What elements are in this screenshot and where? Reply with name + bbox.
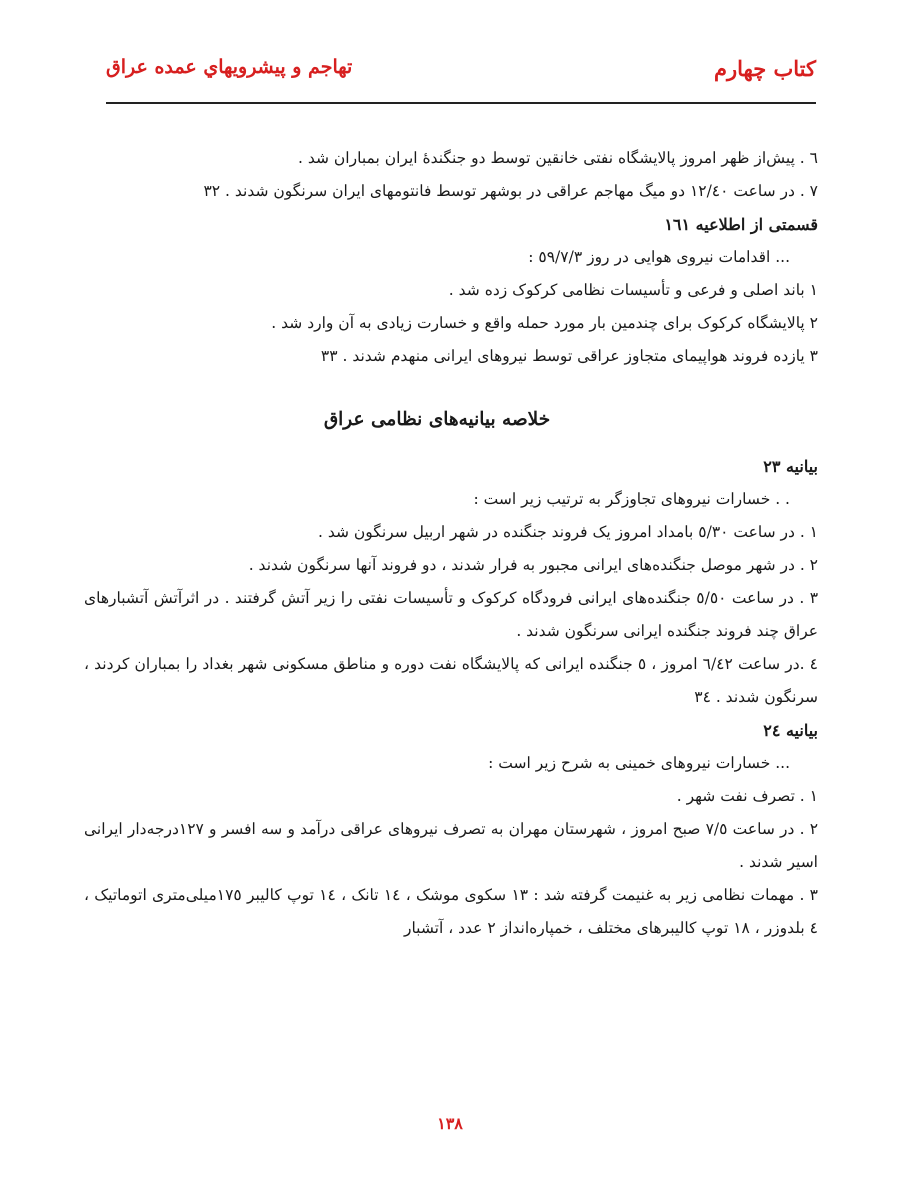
- text-line: ١ باند اصلی و فرعی و تأسیسات نظامی کرکوک زده شد .: [448, 281, 818, 299]
- section-title: خلاصه بیانیه‌های نظامی عراق: [323, 409, 551, 430]
- subheading: بیانیه ٢٣: [763, 457, 818, 476]
- chapter-title: تهاجم و پيشرويهاي عمده عراق: [106, 56, 353, 78]
- text-line: ... اقدامات نیروی هوایی در روز ٥٩/٧/٣ :: [528, 248, 790, 266]
- subheading: قسمتی از اطلاعیه ١٦١: [664, 215, 818, 234]
- page-content: [84, 142, 818, 945]
- text-line: ٣ یازده فروند هواپیمای متجاوز عراقی توسط نیروهای ایرانی منهدم شدند . ٣٣: [320, 347, 818, 365]
- paragraph: ٢ . در ساعت ٧/٥ صبح امروز ، شهرستان مهران به تصرف نیروهای عراقی درآمد و سه افسر و ١٢٧درجه‌دار ایرانی اسیر شدند .: [84, 820, 819, 871]
- paragraph: ٤ .در ساعت ٦/٤٢ امروز ، ٥ جنگنده ایرانی که پالایشگاه نفت دوره و مناطق مسکونی شهر بغداد را بمباران کردند ، سرنگون شدند . ٣٤: [84, 655, 818, 706]
- text-line: ٢ پالایشگاه کرکوک برای چندمین بار مورد حمله واقع و خسارت زیادی به آن وارد شد .: [271, 314, 818, 332]
- text-line: ٦ . پیش‌از ظهر امروز پالایشگاه نفتی خانقین توسط دو جنگندۀ ایران بمباران شد .: [298, 149, 818, 167]
- text-line: ٧ . در ساعت ١٢/٤٠ دو میگ مهاجم عراقی در بوشهر توسط فانتومهای ایران سرنگون شدند . ٣٢: [203, 182, 818, 200]
- text-line: ٢ . در شهر موصل جنگنده‌های ایرانی مجبور به فرار شدند ، دو فروند آنها سرنگون شدند .: [248, 556, 818, 574]
- paragraph: ٣ . در ساعت ٥/٥٠ جنگنده‌های ایرانی فرودگاه کرکوک و تأسیسات نفتی را زیر آتش گرفتند . در اثرآتش آتشبارهای عراق چند فروند جنگنده ایرانی سرنگون شدند .: [84, 589, 819, 640]
- book-title: كتاب چهارم: [713, 56, 816, 81]
- text-line: . . خسارات نیروهای تجاوزگر به ترتیب زیر است :: [473, 490, 790, 508]
- paragraph: ٣ . مهمات نظامی زیر به غنیمت گرفته شد : ١٣ سکوی موشک ، ١٤ تانک ، ١٤ توپ کالیبر ١٧٥میلی‌متری اتوماتیک ، ٤ بلدوزر ، ١٨ توپ کالیبرهای مختلف ، خمپاره‌انداز ٢ عدد ، آتشبار: [84, 886, 818, 937]
- text-line: ١ . تصرف نفت شهر .: [676, 787, 818, 805]
- subheading: بیانیه ٢٤: [763, 721, 818, 740]
- text-line: ... خسارات نیروهای خمینی به شرح زیر است :: [488, 754, 790, 772]
- page-number: ١٣٨: [437, 1114, 463, 1133]
- page-header: [106, 52, 816, 104]
- text-line: ١ . در ساعت ٥/٣٠ بامداد امروز یک فروند جنگنده در شهر اربیل سرنگون شد .: [317, 523, 818, 541]
